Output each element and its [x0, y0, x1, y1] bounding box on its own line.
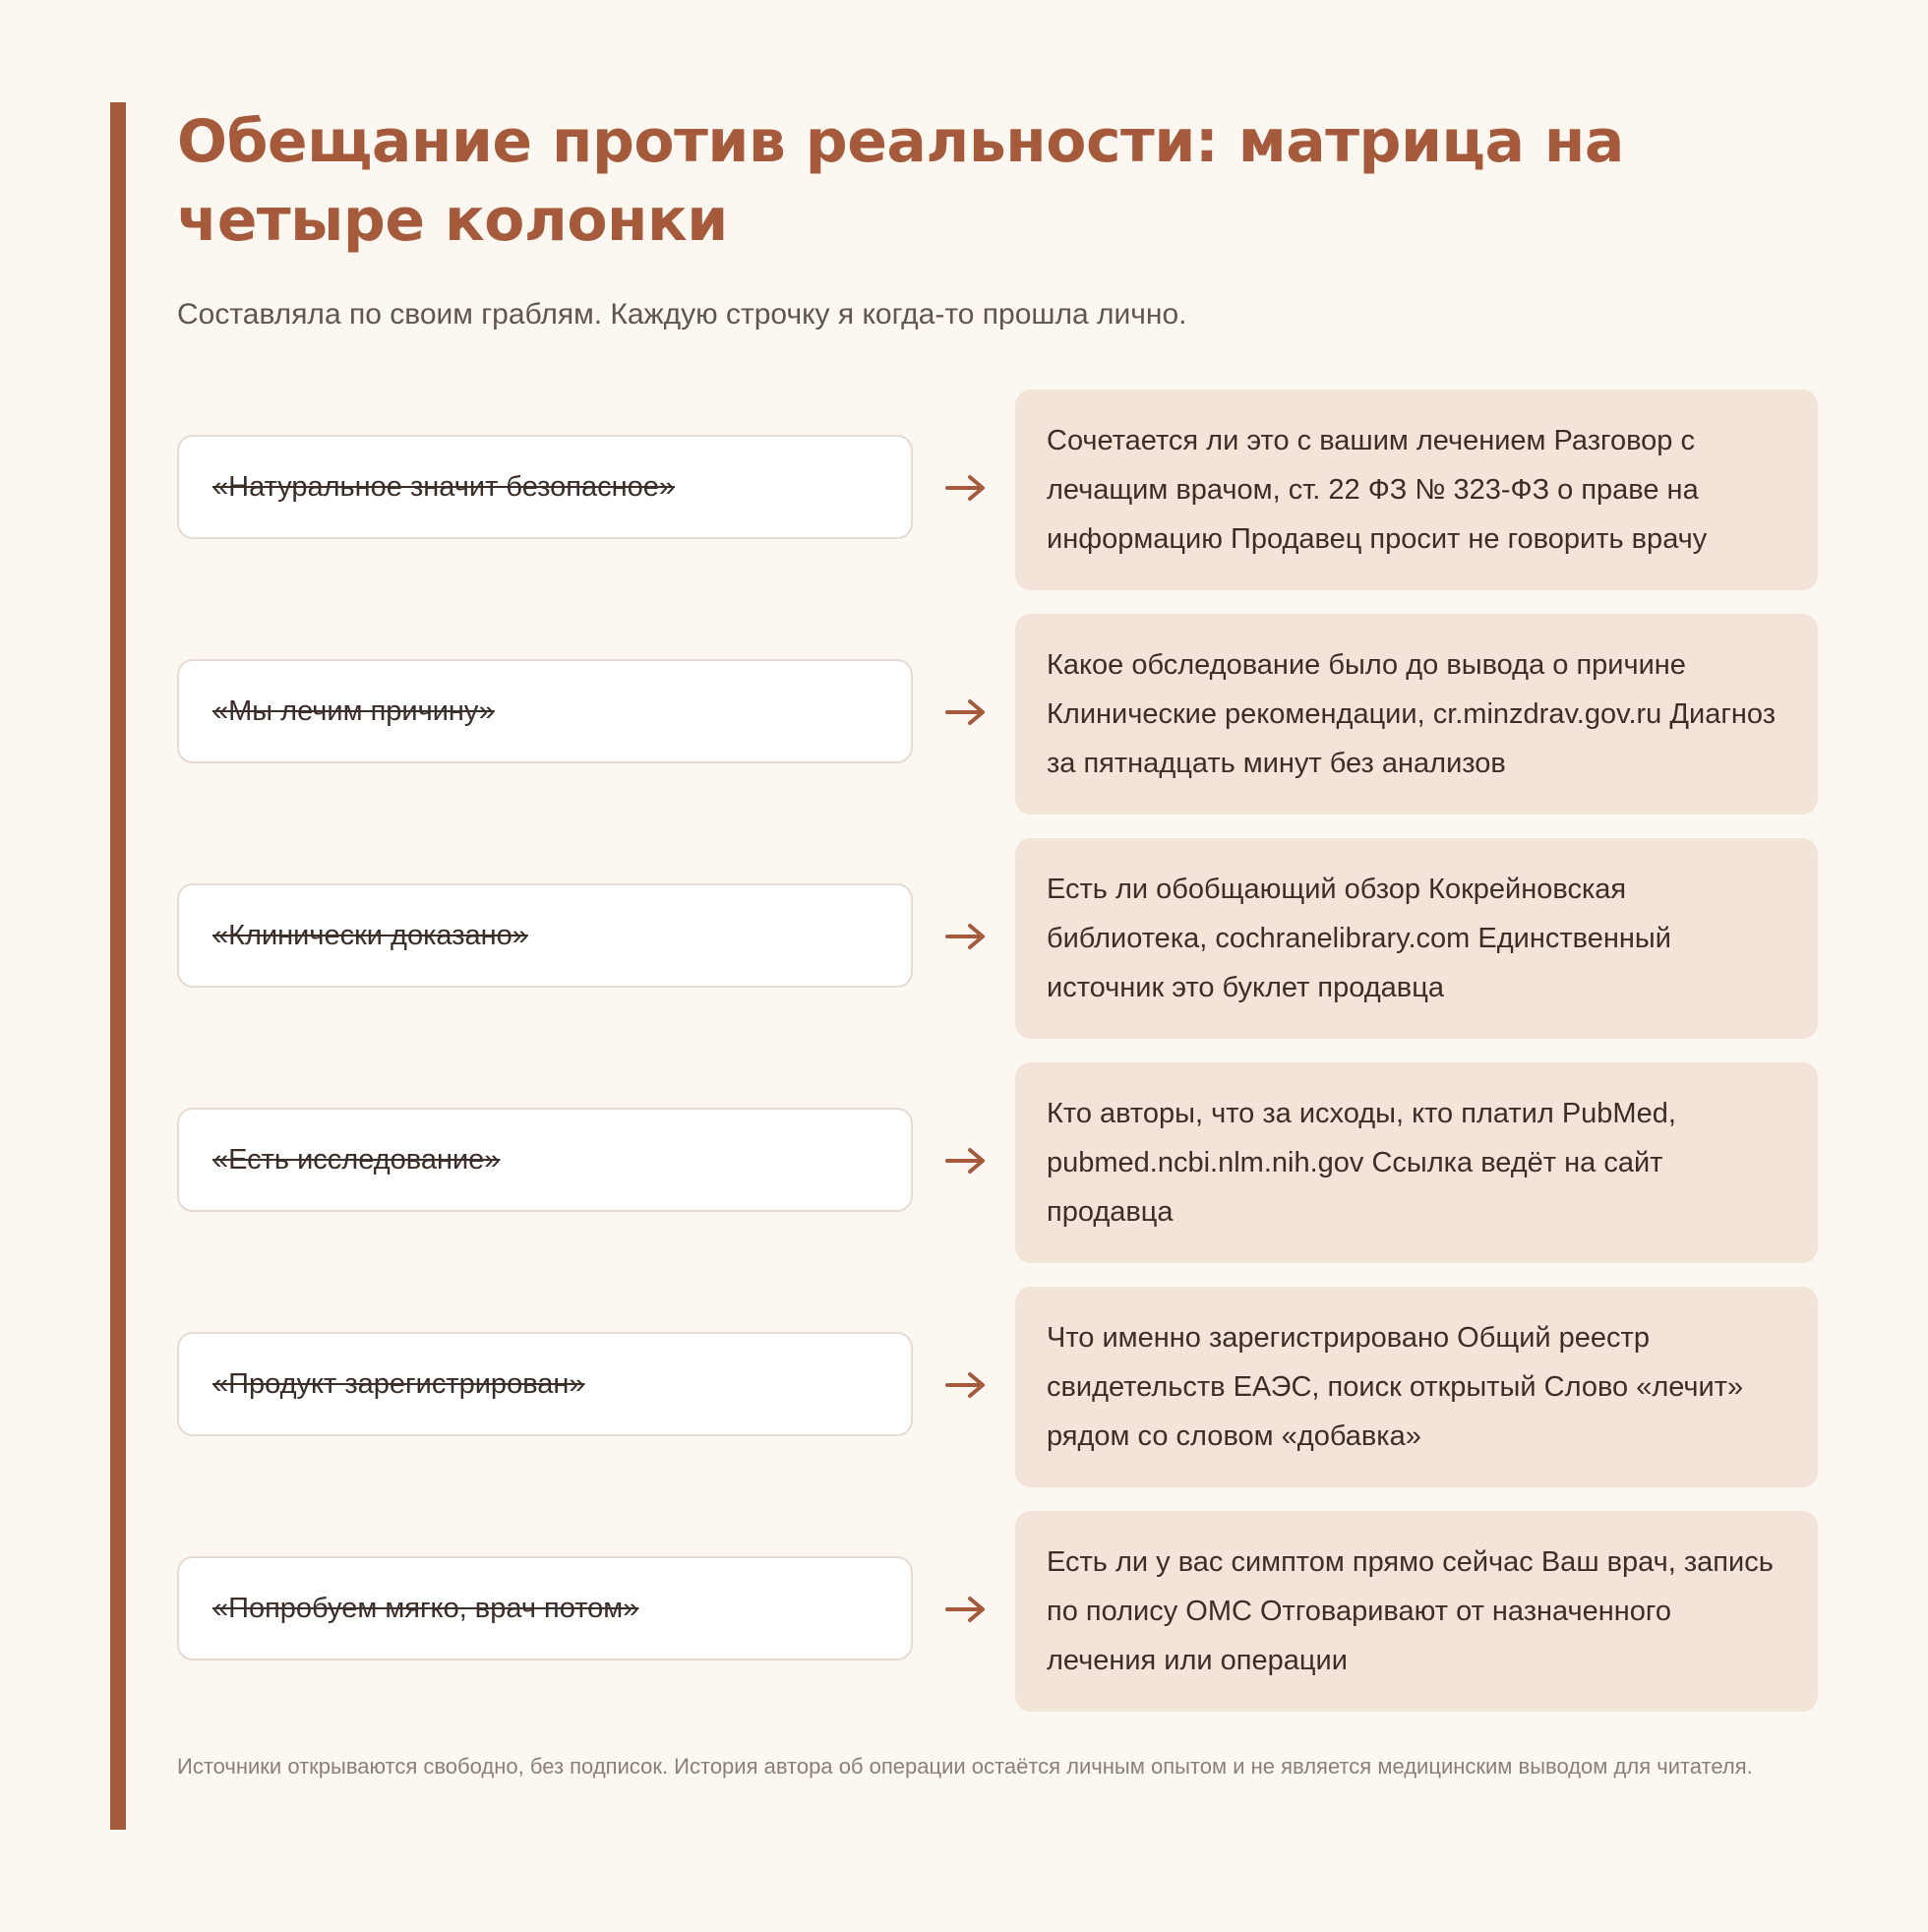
reality-text: Какое обследование было до вывода о причине Клинические рекомендации, cr.minzdrav.gov.ru Диагноз за пятнадцать минут без анализов	[1047, 649, 1777, 779]
myth-text: «Есть исследование»	[212, 1144, 501, 1176]
reality-card	[1015, 614, 1818, 815]
myth-text: «Клинически доказано»	[212, 920, 528, 951]
article	[177, 102, 1818, 1779]
reality-card	[1015, 390, 1818, 590]
reality-card	[1015, 1511, 1818, 1712]
page-title: Обещание против реальности: матрица на четыре колонки	[177, 107, 1624, 255]
matrix-row	[177, 390, 1818, 614]
reality-text: Есть ли обобщающий обзор Кокрейновская библиотека, cochranelibrary.com Единственный источник это буклет продавца	[1047, 874, 1671, 1003]
arrow-right-icon	[944, 1590, 988, 1629]
arrow-right-icon	[944, 468, 988, 508]
matrix-row	[177, 614, 1818, 838]
myth-card	[177, 659, 913, 763]
matrix	[177, 390, 1818, 1735]
arrow-right-icon	[944, 1141, 988, 1180]
matrix-row	[177, 1287, 1818, 1511]
matrix-row	[177, 1511, 1818, 1735]
page-subtitle: Составляла по своим граблям. Каждую строчку я когда-то прошла лично.	[177, 298, 1187, 331]
arrow-right-icon	[944, 1365, 988, 1405]
myth-card	[177, 883, 913, 988]
matrix-row	[177, 838, 1818, 1062]
reality-card	[1015, 1062, 1818, 1263]
myth-card	[177, 1108, 913, 1212]
myth-text: «Натуральное значит безопасное»	[212, 471, 676, 503]
reality-text: Сочетается ли это с вашим лечением Разговор с лечащим врачом, ст. 22 ФЗ № 323-ФЗ о праве на информацию Продавец просит не говорить врачу	[1047, 425, 1708, 555]
myth-card	[177, 435, 913, 539]
reality-text: Что именно зарегистрировано Общий реестр свидетельств ЕАЭС, поиск открытый Слово «лечит» рядом со словом «добавка»	[1047, 1322, 1744, 1452]
reality-card	[1015, 1287, 1818, 1487]
arrow-right-icon	[944, 917, 988, 956]
arrow-right-icon	[944, 693, 988, 732]
myth-card	[177, 1556, 913, 1660]
footnote: Источники открываются свободно, без подписок. История автора об операции остаётся личным опытом и не является медицинским выводом для читателя.	[177, 1754, 1753, 1779]
reality-card	[1015, 838, 1818, 1039]
myth-text: «Попробуем мягко, врач потом»	[212, 1593, 639, 1624]
myth-text: «Мы лечим причину»	[212, 695, 495, 727]
accent-bar	[110, 102, 126, 1830]
myth-text: «Продукт зарегистрирован»	[212, 1368, 585, 1400]
matrix-row	[177, 1062, 1818, 1287]
reality-text: Кто авторы, что за исходы, кто платил PubMed, pubmed.ncbi.nlm.nih.gov Ссылка ведёт на сайт продавца	[1047, 1098, 1676, 1228]
myth-card	[177, 1332, 913, 1436]
reality-text: Есть ли у вас симптом прямо сейчас Ваш врач, запись по полису ОМС Отговаривают от назначенного лечения или операции	[1047, 1546, 1774, 1676]
